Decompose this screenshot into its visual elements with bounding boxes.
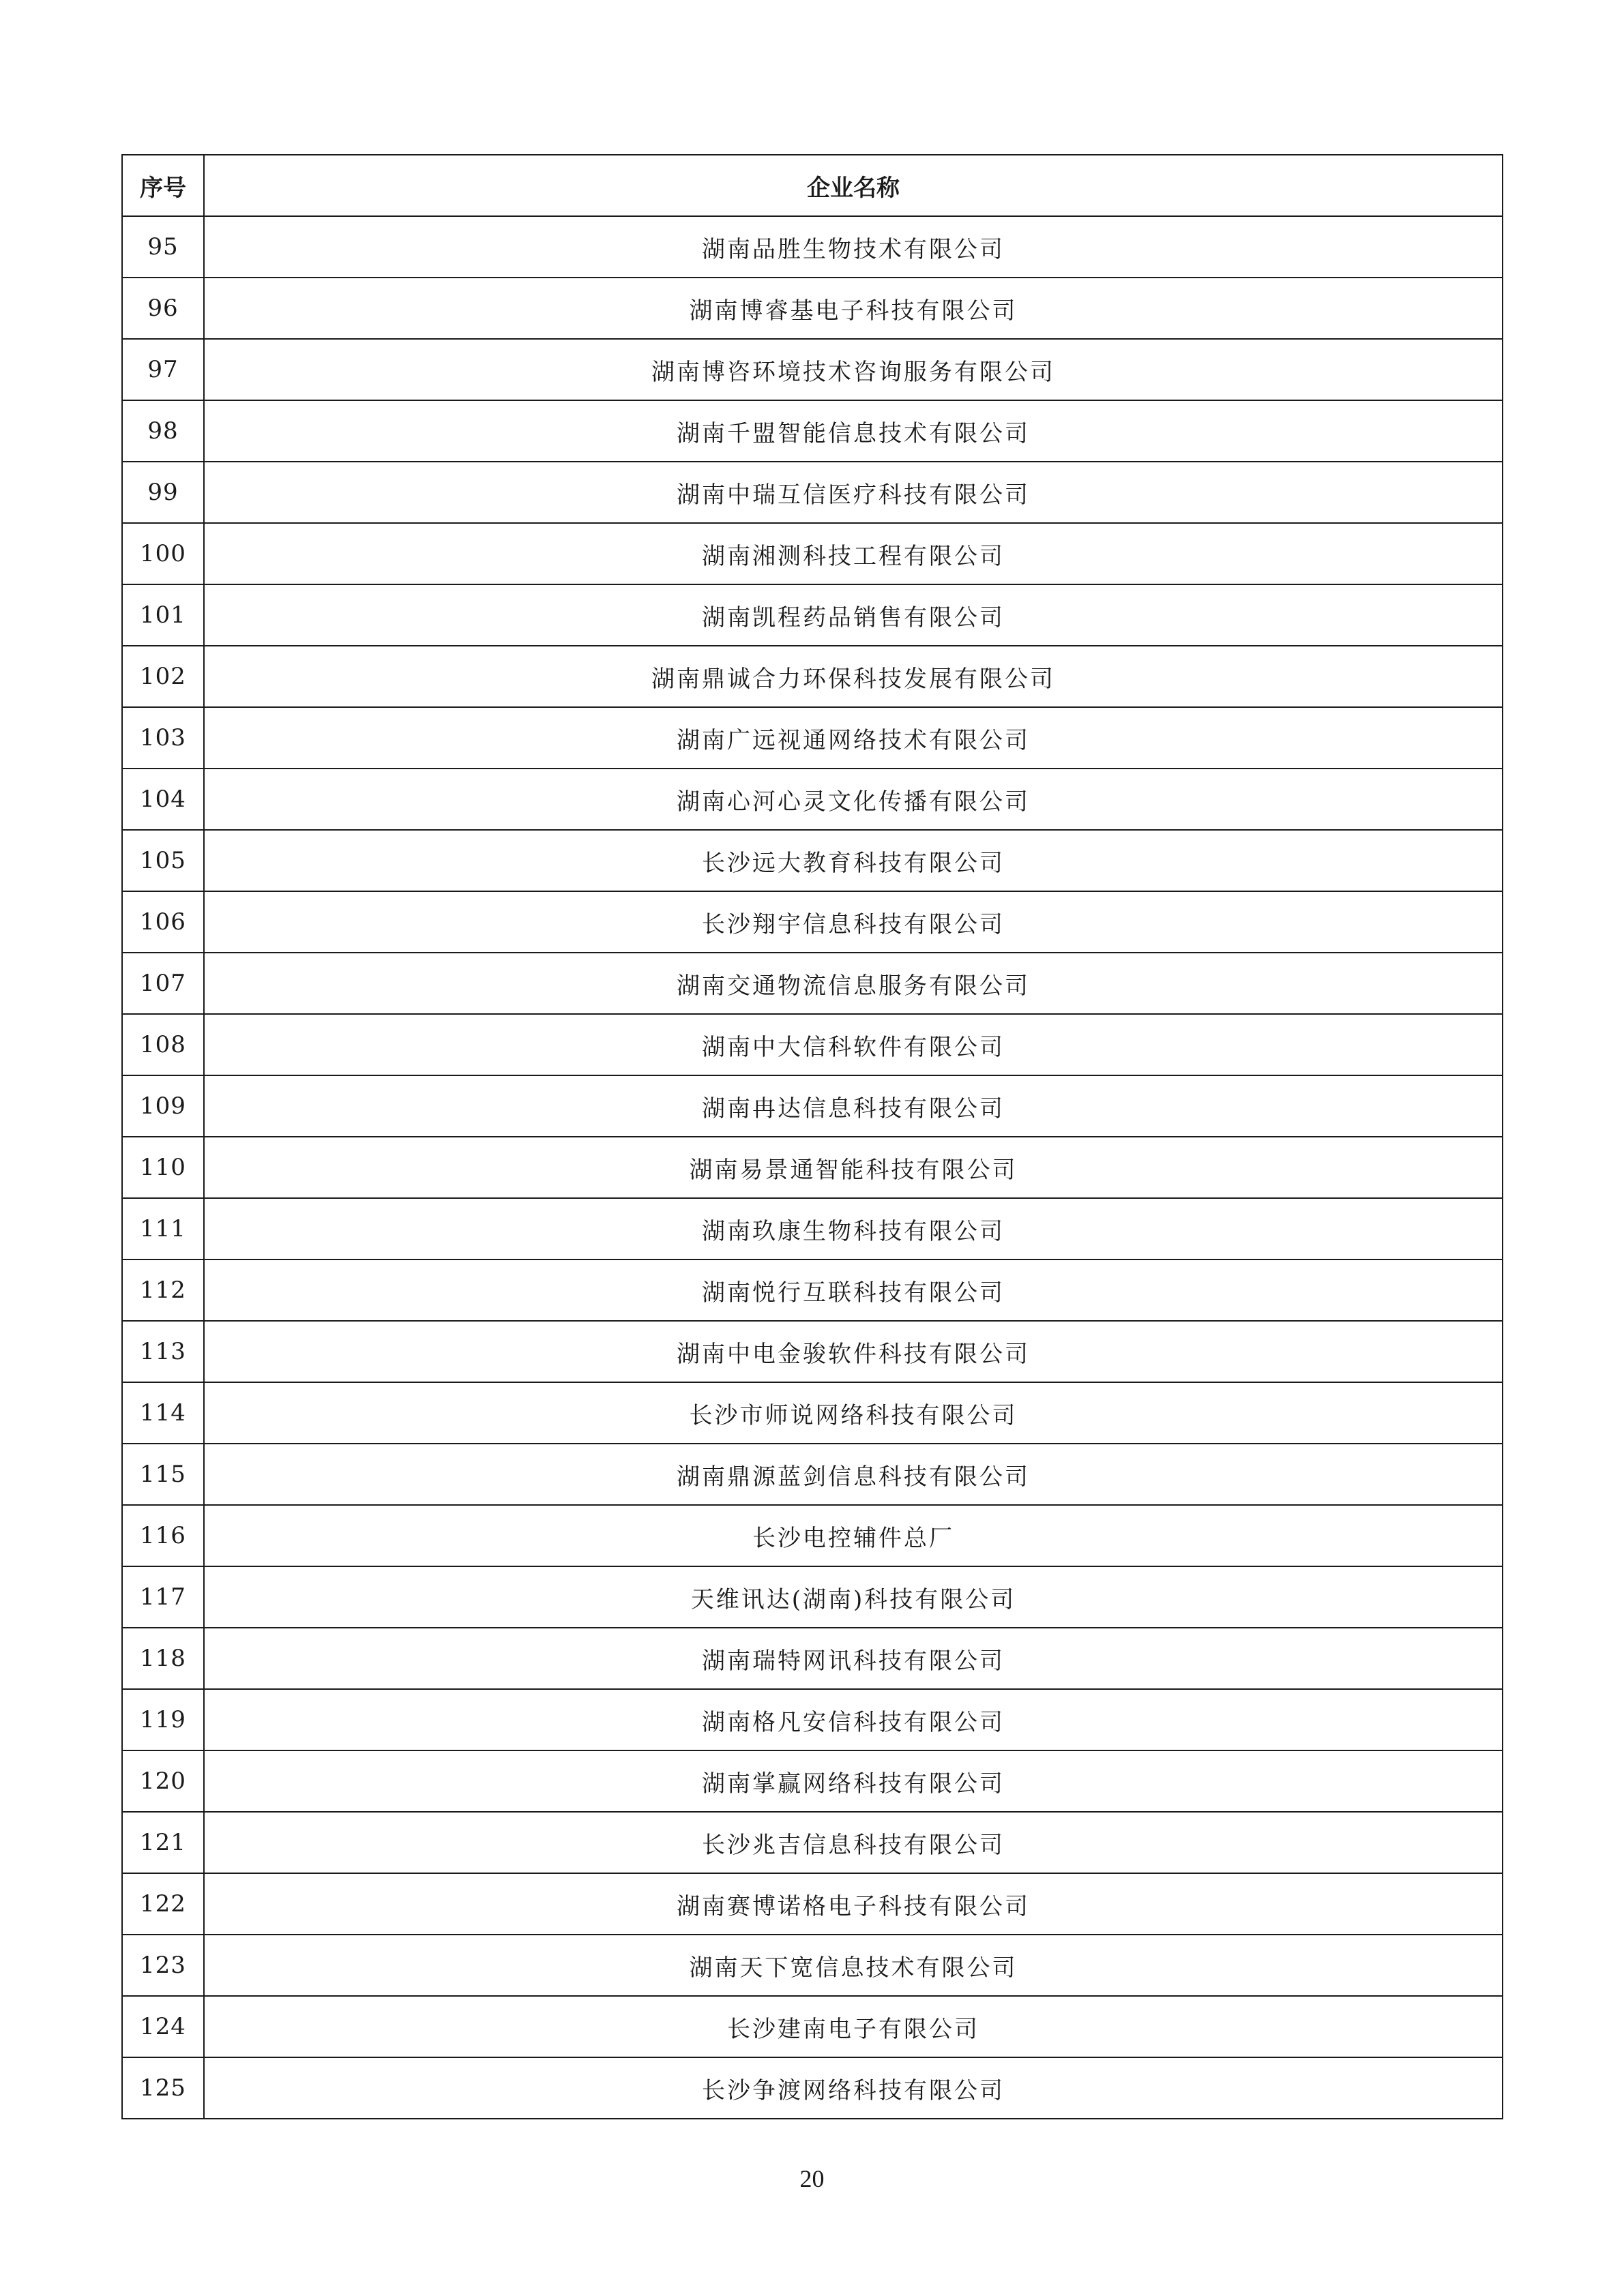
row-seq: 102 [122, 646, 204, 707]
row-company-name: 湖南悦行互联科技有限公司 [204, 1259, 1503, 1321]
row-seq: 114 [122, 1382, 204, 1444]
page-number: 20 [799, 2165, 825, 2192]
row-company-name: 湖南天下宽信息技术有限公司 [204, 1935, 1503, 1996]
table-row [122, 216, 1503, 278]
row-company-name: 湖南广远视通网络技术有限公司 [204, 707, 1503, 769]
row-company-name: 长沙兆吉信息科技有限公司 [204, 1812, 1503, 1873]
row-company-name: 湖南格凡安信科技有限公司 [204, 1689, 1503, 1750]
row-company-name: 长沙远大教育科技有限公司 [204, 830, 1503, 891]
row-seq: 99 [122, 462, 204, 523]
table-row [122, 1382, 1503, 1444]
row-company-name: 湖南博咨环境技术咨询服务有限公司 [204, 339, 1503, 400]
row-seq: 96 [122, 278, 204, 339]
table-row [122, 1689, 1503, 1750]
row-company-name: 湖南博睿基电子科技有限公司 [204, 278, 1503, 339]
table-row [122, 1750, 1503, 1812]
row-seq: 107 [122, 953, 204, 1014]
table-row [122, 1628, 1503, 1689]
row-company-name: 长沙建南电子有限公司 [204, 1996, 1503, 2057]
row-seq: 116 [122, 1505, 204, 1566]
row-seq: 125 [122, 2057, 204, 2119]
row-company-name: 长沙争渡网络科技有限公司 [204, 2057, 1503, 2119]
row-company-name: 湖南瑞特网讯科技有限公司 [204, 1628, 1503, 1689]
table-row [122, 462, 1503, 523]
table-row [122, 400, 1503, 462]
row-seq: 112 [122, 1259, 204, 1321]
row-seq: 95 [122, 216, 204, 278]
row-company-name: 湖南鼎源蓝剑信息科技有限公司 [204, 1444, 1503, 1505]
row-seq: 123 [122, 1935, 204, 1996]
row-company-name: 湖南品胜生物技术有限公司 [204, 216, 1503, 278]
table-row [122, 953, 1503, 1014]
row-company-name: 长沙电控辅件总厂 [204, 1505, 1503, 1566]
row-seq: 97 [122, 339, 204, 400]
row-company-name: 长沙市师说网络科技有限公司 [204, 1382, 1503, 1444]
table-row [122, 1812, 1503, 1873]
table-row [122, 1444, 1503, 1505]
row-seq: 100 [122, 523, 204, 584]
row-seq: 115 [122, 1444, 204, 1505]
row-company-name: 湖南易景通智能科技有限公司 [204, 1137, 1503, 1198]
row-seq: 124 [122, 1996, 204, 2057]
table-row [122, 1198, 1503, 1259]
table-row [122, 1873, 1503, 1935]
table-row [122, 1321, 1503, 1382]
row-seq: 105 [122, 830, 204, 891]
table-row [122, 891, 1503, 953]
company-table [121, 154, 1503, 2119]
row-seq: 120 [122, 1750, 204, 1812]
row-seq: 119 [122, 1689, 204, 1750]
table-row [122, 707, 1503, 769]
row-company-name: 湖南鼎诚合力环保科技发展有限公司 [204, 646, 1503, 707]
table-row [122, 1014, 1503, 1075]
row-seq: 113 [122, 1321, 204, 1382]
table-row [122, 1137, 1503, 1198]
table-row [122, 646, 1503, 707]
table-row [122, 1505, 1503, 1566]
row-company-name: 湖南交通物流信息服务有限公司 [204, 953, 1503, 1014]
row-seq: 118 [122, 1628, 204, 1689]
row-seq: 121 [122, 1812, 204, 1873]
row-seq: 101 [122, 584, 204, 646]
row-seq: 108 [122, 1014, 204, 1075]
row-seq: 106 [122, 891, 204, 953]
row-company-name: 湖南千盟智能信息技术有限公司 [204, 400, 1503, 462]
row-seq: 98 [122, 400, 204, 462]
table-row [122, 830, 1503, 891]
table-row [122, 1566, 1503, 1628]
row-seq: 103 [122, 707, 204, 769]
row-seq: 109 [122, 1075, 204, 1137]
table-row [122, 523, 1503, 584]
row-company-name: 湖南凯程药品销售有限公司 [204, 584, 1503, 646]
table-row [122, 1996, 1503, 2057]
row-company-name: 湖南中电金骏软件科技有限公司 [204, 1321, 1503, 1382]
row-company-name: 湖南中大信科软件有限公司 [204, 1014, 1503, 1075]
table-row [122, 584, 1503, 646]
row-company-name: 湖南玖康生物科技有限公司 [204, 1198, 1503, 1259]
row-company-name: 湖南湘测科技工程有限公司 [204, 523, 1503, 584]
table-row [122, 278, 1503, 339]
row-seq: 104 [122, 769, 204, 830]
table-row [122, 339, 1503, 400]
table-body [122, 216, 1503, 2119]
table-row [122, 1259, 1503, 1321]
table-row [122, 1935, 1503, 1996]
header-seq: 序号 [122, 155, 204, 216]
row-seq: 111 [122, 1198, 204, 1259]
row-company-name: 湖南中瑞互信医疗科技有限公司 [204, 462, 1503, 523]
row-seq: 122 [122, 1873, 204, 1935]
table-row [122, 769, 1503, 830]
table-row [122, 2057, 1503, 2119]
row-company-name: 长沙翔宇信息科技有限公司 [204, 891, 1503, 953]
header-company-name: 企业名称 [204, 155, 1503, 216]
row-company-name: 湖南冉达信息科技有限公司 [204, 1075, 1503, 1137]
row-company-name: 湖南掌赢网络科技有限公司 [204, 1750, 1503, 1812]
company-list-sheet [121, 154, 1502, 2119]
row-company-name: 湖南赛博诺格电子科技有限公司 [204, 1873, 1503, 1935]
table-row [122, 1075, 1503, 1137]
table-header-row [122, 155, 1503, 216]
row-company-name: 湖南心河心灵文化传播有限公司 [204, 769, 1503, 830]
row-seq: 110 [122, 1137, 204, 1198]
row-company-name: 天维讯达(湖南)科技有限公司 [204, 1566, 1503, 1628]
row-seq: 117 [122, 1566, 204, 1628]
